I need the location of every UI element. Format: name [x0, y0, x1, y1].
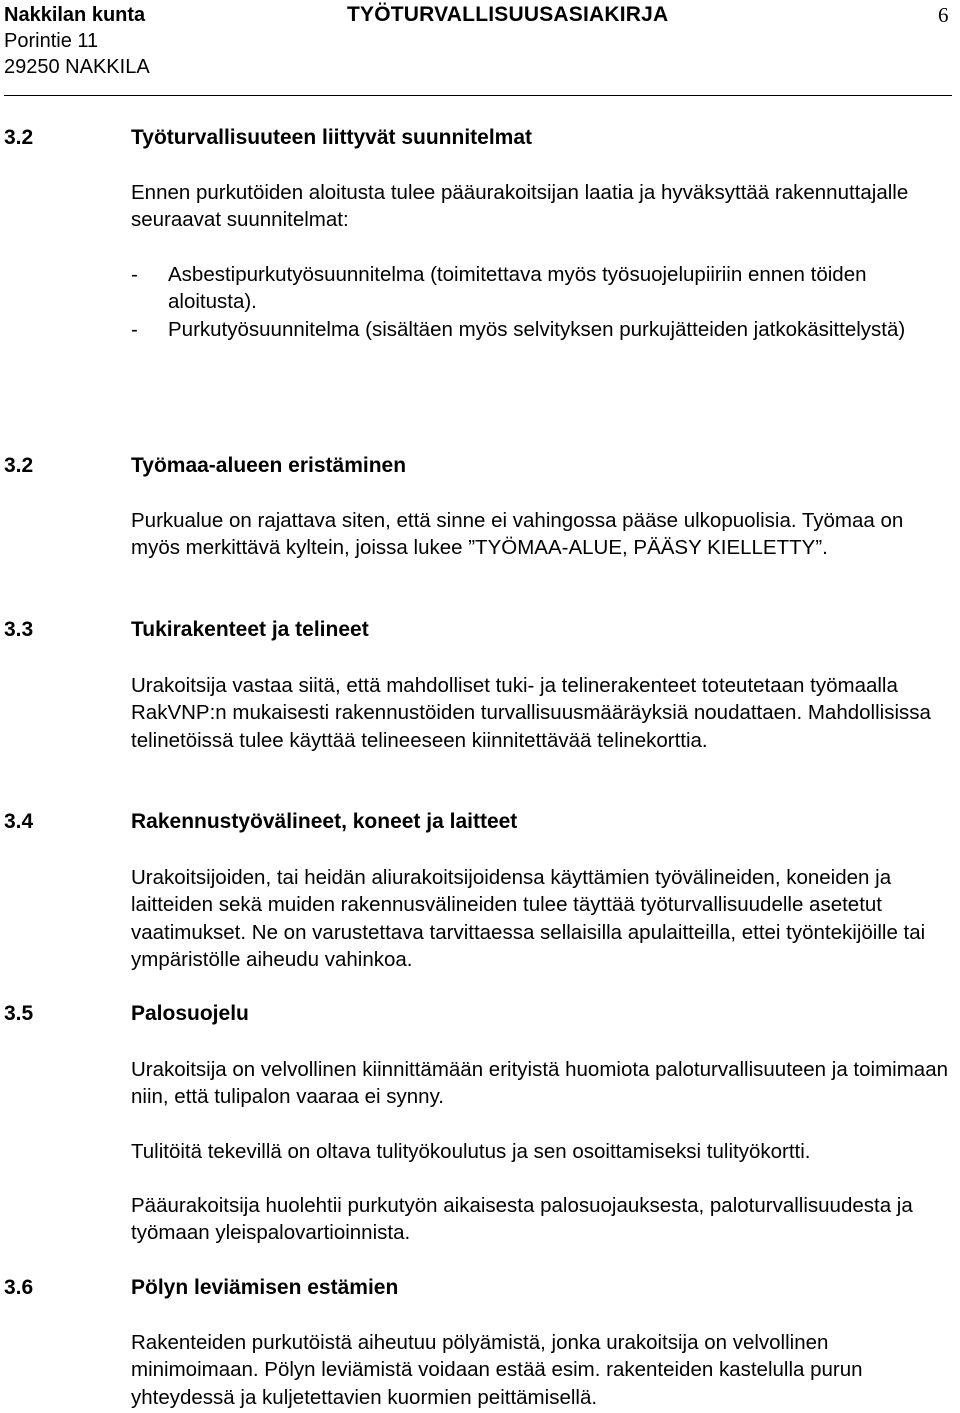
section-heading [4, 124, 532, 152]
organization-name: Nakkilan kunta [4, 4, 146, 26]
section-paragraph: Tulitöitä tekevillä on oltava tulityökoulutus ja sen osoittamiseksi tulityökortti. [131, 1140, 811, 1163]
section-number: 3.6 [4, 1276, 34, 1299]
section-heading [4, 616, 369, 644]
section-heading [4, 808, 517, 836]
section-title: Pölyn leviämisen estämien [131, 1276, 399, 1299]
section-intro: Ennen purkutöiden aloitusta tulee pääurakoitsijan laatia ja hyväksyttää rakennuttajalle seuraavat suunnitelmat: [131, 181, 909, 232]
postal-address: 29250 NAKKILA [4, 56, 150, 78]
section-number: 3.4 [4, 810, 34, 833]
section-title: Työturvallisuuteen liittyvät suunnitelmat [131, 126, 533, 149]
list-item-text: Purkutyösuunnitelma (sisältäen myös selvityksen purkujätteiden jatkokäsittelystä) [168, 318, 906, 341]
document-title: TYÖTURVALLISUUSASIAKIRJA [347, 3, 669, 26]
section-paragraph: Rakenteiden purkutöistä aiheutuu pölyämistä, jonka urakoitsija on velvollinen minimoimaan. Pölyn leviämistä voidaan estää esim. rakenteiden kastelulla purun yhteydessä ja kuljetettavien kuormien peittämisellä. [131, 1331, 863, 1409]
organization-address [4, 2, 150, 80]
section-paragraph: Purkualue on rajattava siten, että sinne ei vahingossa pääse ulkopuolisia. Työmaa on myös merkittävä kyltein, joissa lukee ”TYÖMAA-ALUE, PÄÄSY KIELLETTY”. [131, 509, 904, 560]
section-paragraph: Urakoitsija vastaa siitä, että mahdolliset tuki- ja telinerakenteet toteutetaan työmaalla RakVNP:n mukaisesti rakennustöiden turvallisuusmääräyksiä noudattaen. Mahdollisissa telinetöissä tulee käyttää telineeseen kiinnitettävää telinekorttia. [131, 674, 931, 752]
list-dash: - [131, 318, 138, 341]
list-item-text: Asbestipurkutyösuunnitelma (toimitettava myös työsuojelupiiriin ennen töiden aloitusta). [168, 263, 867, 314]
section-heading [4, 452, 406, 480]
header-divider [4, 95, 952, 96]
section-heading [4, 1274, 398, 1302]
list-item [131, 261, 955, 316]
section-number: 3.2 [4, 126, 34, 149]
section-title: Palosuojelu [131, 1002, 249, 1025]
section-title: Työmaa-alueen eristäminen [131, 454, 407, 477]
section-paragraph: Urakoitsijoiden, tai heidän aliurakoitsijoidensa käyttämien työvälineiden, koneiden ja laitteiden sekä muiden rakennusvälineiden tulee täyttää työturvallisuudelle asetetut vaatimukset. Ne on varustettava tarvittaessa sellaisilla apulaitteilla, ettei työntekijöille tai ympäristölle aiheudu vahinkoa. [131, 866, 926, 972]
section-title: Rakennustyövälineet, koneet ja laitteet [131, 810, 518, 833]
section-number: 3.3 [4, 618, 34, 641]
page-number: 6 [938, 3, 949, 27]
list-dash: - [131, 263, 138, 286]
section-paragraph: Pääurakoitsija huolehtii purkutyön aikaisesta palosuojauksesta, paloturvallisuudesta ja työmaan yleispalovartioinnista. [131, 1194, 913, 1245]
section-title: Tukirakenteet ja telineet [131, 618, 369, 641]
section-paragraph: Urakoitsija on velvollinen kiinnittämään erityistä huomiota paloturvallisuuteen ja toimimaan niin, että tulipalon vaaraa ei synny. [131, 1058, 948, 1109]
list-item [131, 316, 955, 343]
street-address: Porintie 11 [4, 30, 99, 52]
section-number: 3.2 [4, 454, 34, 477]
section-heading [4, 1000, 249, 1028]
section-number: 3.5 [4, 1002, 34, 1025]
